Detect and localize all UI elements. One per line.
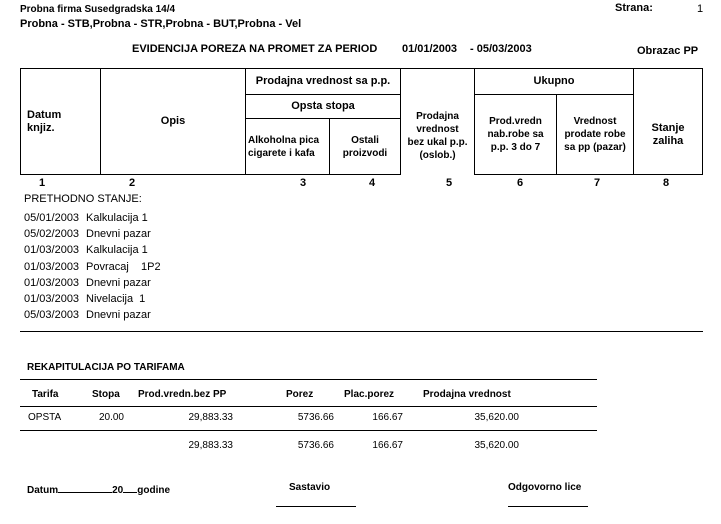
row-description: Dnevni pazar xyxy=(86,309,151,322)
header-ukupno: Ukupno xyxy=(475,69,634,95)
recap-total-plac: 166.67 xyxy=(372,440,403,451)
recap-tarifa: OPSTA xyxy=(28,412,62,423)
recap-header-porez: Porez xyxy=(286,389,314,400)
column-number: 7 xyxy=(593,177,601,189)
recap-header-prodajna: Prodajna vrednost xyxy=(423,389,511,400)
header-opis: Opis xyxy=(101,69,246,175)
page-label: Strana: xyxy=(615,2,653,14)
recap-porez: 5736.66 xyxy=(297,412,334,423)
header-datum: Datum knjiz. xyxy=(21,69,101,175)
column-number: 8 xyxy=(662,177,670,189)
recap-header-prod: Prod.vredn.bez PP xyxy=(138,389,227,400)
header-prodajna-group: Prodajna vrednost sa p.p. xyxy=(246,69,401,95)
company-name: Probna firma Susedgradska 14/4 xyxy=(20,4,176,15)
recap-header-plac: Plac.porez xyxy=(344,389,395,400)
period-to: - 05/03/2003 xyxy=(470,43,532,55)
recap-plac: 166.67 xyxy=(372,412,403,423)
column-number: 1 xyxy=(38,177,46,189)
row-date: 01/03/2003 xyxy=(24,260,80,273)
column-number: 2 xyxy=(128,177,136,189)
row-date: 01/03/2003 xyxy=(24,244,80,257)
footer-odgovorno: Odgovorno lice xyxy=(508,482,582,493)
header-alkoholna: Alkoholna pica cigarete i kafa xyxy=(246,119,330,175)
page-number: 1 xyxy=(697,3,704,15)
row-description: Dnevni pazar xyxy=(86,228,151,241)
header-prodajna-bez: Prodajna vrednost bez ukal p.p. (oslob.) xyxy=(407,110,468,161)
column-number: 4 xyxy=(368,177,376,189)
footer-datum: Datum 20 godine xyxy=(27,482,170,496)
recap-title: REKAPITULACIJA PO TARIFAMA xyxy=(27,362,185,373)
period-from: 01/01/2003 xyxy=(402,43,458,55)
organization-units: Probna - STB,Probna - STR,Probna - BUT,Probna - Vel xyxy=(20,18,302,30)
previous-state-label: PRETHODNO STANJE: xyxy=(24,193,142,205)
row-description: Povracaj 1P2 xyxy=(86,260,161,273)
recap-total-porez: 5736.66 xyxy=(297,440,334,451)
recap-header-stopa: Stopa xyxy=(92,389,120,400)
recap-prodajna: 35,620.00 xyxy=(474,412,519,423)
row-description: Kalkulacija 1 xyxy=(86,244,148,257)
row-date: 01/03/2003 xyxy=(24,293,80,305)
header-stanje: Stanje zaliha xyxy=(634,69,703,175)
header-opsta-stopa: Opsta stopa xyxy=(246,95,401,119)
row-description: Dnevni pazar xyxy=(86,276,151,289)
recap-header-tarifa: Tarifa xyxy=(32,389,59,400)
page-title: EVIDENCIJA POREZA NA PROMET ZA PERIOD xyxy=(132,43,378,55)
recap-prod: 29,883.33 xyxy=(188,412,233,423)
recap-total-prodajna: 35,620.00 xyxy=(474,440,519,451)
header-vrednost-prodate: Vrednost prodate robe sa pp (pazar) xyxy=(557,95,634,175)
recap-stopa: 20.00 xyxy=(98,412,124,423)
row-description: Kalkulacija 1 xyxy=(86,212,148,224)
form-label: Obrazac PP xyxy=(637,45,699,57)
row-date: 05/03/2003 xyxy=(24,309,80,322)
header-prod-vredn: Prod.vredn nab.robe sa p.p. 3 do 7 xyxy=(475,95,557,175)
column-number: 6 xyxy=(516,177,524,189)
column-number: 5 xyxy=(445,177,453,189)
recap-total-prod: 29,883.33 xyxy=(188,440,233,451)
row-description: Nivelacija 1 xyxy=(86,293,146,305)
row-date: 05/02/2003 xyxy=(24,228,80,241)
row-date: 05/01/2003 xyxy=(24,212,80,224)
row-date: 01/03/2003 xyxy=(24,276,80,289)
column-number: 3 xyxy=(299,177,307,189)
header-ostali: Ostali proizvodi xyxy=(330,119,401,175)
column-header-grid xyxy=(20,68,703,175)
footer-sastavio: Sastavio xyxy=(289,482,331,493)
